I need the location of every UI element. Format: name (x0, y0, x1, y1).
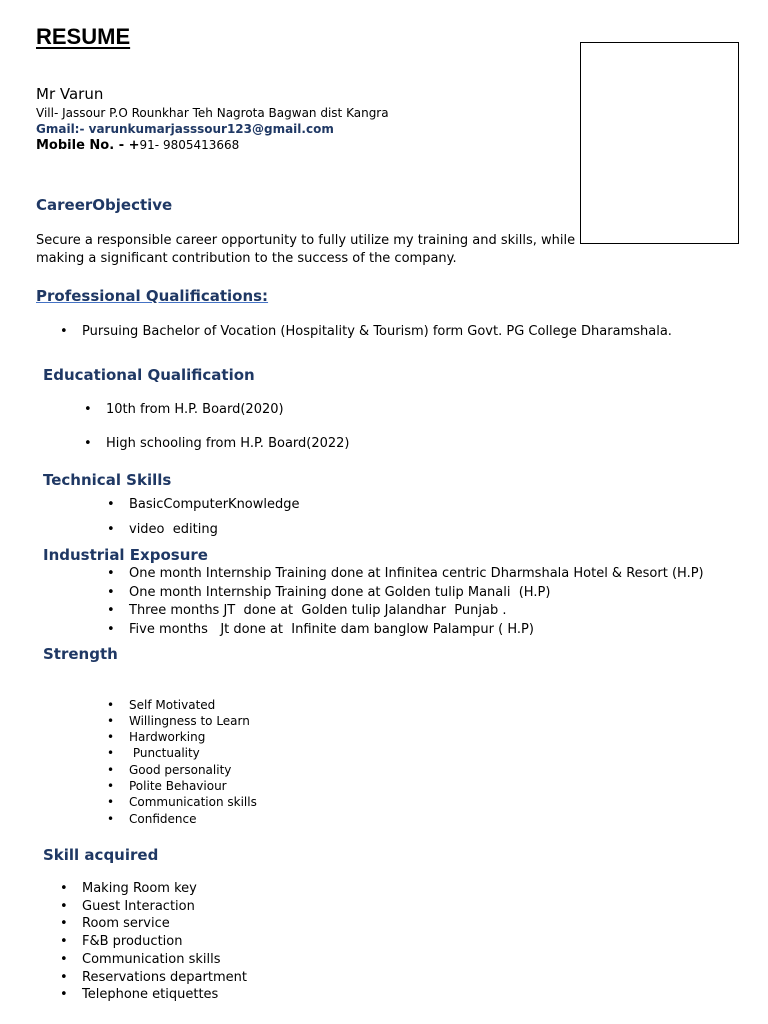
candidate-name: Mr Varun (36, 85, 104, 103)
list-item: • Three months JT done at Golden tulip Jalandhar Punjab . (107, 603, 507, 618)
bullet-icon: • (84, 436, 92, 451)
list-item: • High schooling from H.P. Board(2022) (84, 436, 350, 451)
list-item: • Communication skills (107, 795, 257, 809)
bullet-icon: • (107, 730, 115, 744)
strength-heading: Strength (43, 645, 118, 663)
list-item: • Communication skills (60, 952, 221, 967)
bullet-icon: • (107, 795, 115, 809)
bullet-icon: • (60, 916, 68, 931)
bullet-icon: • (60, 952, 68, 967)
list-item: • Self Motivated (107, 698, 216, 712)
list-item: • Pursuing Bachelor of Vocation (Hospitality & Tourism) form Govt. PG College Dharamshala. (60, 324, 672, 339)
skill-acquired-heading: Skill acquired (43, 846, 159, 864)
bullet-icon: • (60, 934, 68, 949)
list-item: • 10th from H.P. Board(2020) (84, 402, 284, 417)
list-item: • One month Internship Training done at Golden tulip Manali (H.P) (107, 585, 551, 600)
list-item: • Hardworking (107, 730, 206, 744)
bullet-icon: • (107, 714, 115, 728)
list-item: • Polite Behaviour (107, 779, 227, 793)
bullet-icon: • (60, 324, 68, 339)
educational-qualification-heading: Educational Qualification (43, 366, 255, 384)
bullet-icon: • (107, 698, 115, 712)
bullet-icon: • (107, 585, 115, 600)
technical-skills-heading: Technical Skills (43, 471, 172, 489)
list-item: • BasicComputerKnowledge (107, 497, 300, 512)
industrial-exposure-heading: Industrial Exposure (43, 546, 208, 564)
bullet-icon: • (107, 622, 115, 637)
bullet-icon: • (60, 970, 68, 985)
bullet-icon: • (60, 987, 68, 1002)
photo-placeholder (580, 42, 739, 244)
bullet-icon: • (107, 603, 115, 618)
list-item: • video editing (107, 522, 218, 537)
bullet-icon: • (107, 566, 115, 581)
list-item: • Good personality (107, 763, 232, 777)
bullet-icon: • (107, 779, 115, 793)
bullet-icon: • (107, 812, 115, 826)
list-item: • Willingness to Learn (107, 714, 250, 728)
career-objective-heading: CareerObjective (36, 196, 173, 214)
list-item: • Reservations department (60, 970, 247, 985)
list-item: • Confidence (107, 812, 197, 826)
bullet-icon: • (107, 746, 115, 760)
bullet-icon: • (107, 497, 115, 512)
mobile-label: Mobile No. - + (36, 138, 140, 153)
resume-title: RESUME (36, 24, 131, 49)
career-objective-text: Secure a responsible career opportunity to fully utilize my training and skills, while making a significant contribution to the success of the company. (36, 233, 576, 266)
list-item: • One month Internship Training done at Infinitea centric Dharmshala Hotel & Resort (H.P) (107, 566, 704, 581)
list-item: • Room service (60, 916, 170, 931)
list-item: • Making Room key (60, 881, 197, 896)
email: Gmail:- varunkumarjasssour123@gmail.com (36, 122, 334, 136)
professional-qualifications-heading: Professional Qualifications: (36, 287, 269, 305)
bullet-icon: • (60, 881, 68, 896)
bullet-icon: • (60, 899, 68, 914)
bullet-icon: • (107, 763, 115, 777)
list-item: • Guest Interaction (60, 899, 195, 914)
mobile-value: 91- 9805413668 (139, 138, 240, 152)
list-item: • Five months Jt done at Infinite dam banglow Palampur ( H.P) (107, 622, 534, 637)
bullet-icon: • (107, 522, 115, 537)
list-item: • Punctuality (107, 746, 200, 760)
list-item: • F&B production (60, 934, 183, 949)
bullet-icon: • (84, 402, 92, 417)
mobile (36, 138, 239, 153)
list-item: • Telephone etiquettes (60, 987, 219, 1002)
address: Vill- Jassour P.O Rounkhar Teh Nagrota Bagwan dist Kangra (36, 106, 389, 120)
